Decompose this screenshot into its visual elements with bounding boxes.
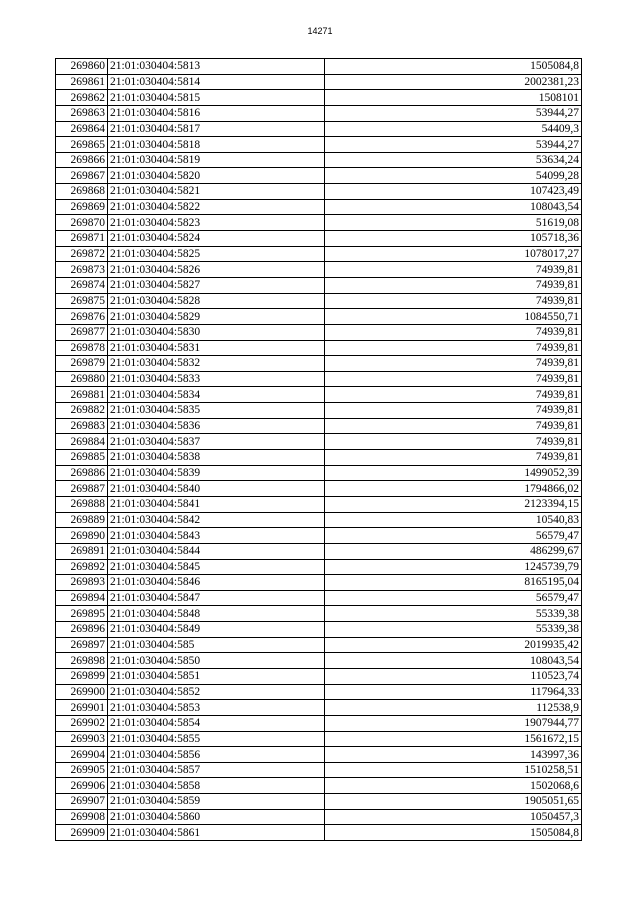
table-row [56,356,582,372]
value-cell: 1905051,65 [325,794,582,810]
row-number-cell: 269896 [56,622,108,638]
row-number-cell: 269903 [56,731,108,747]
cadastral-number-cell: 21:01:030404:5860 [108,809,325,825]
value-cell: 107423,49 [325,184,582,200]
table-row [56,231,582,247]
row-number-cell: 269860 [56,59,108,75]
table-row [56,277,582,293]
table-row [56,262,582,278]
cadastral-number-cell: 21:01:030404:5826 [108,262,325,278]
row-number-cell: 269894 [56,590,108,606]
row-number-cell: 269885 [56,450,108,466]
value-cell: 143997,36 [325,747,582,763]
value-cell: 74939,81 [325,340,582,356]
cadastral-number-cell: 21:01:030404:5834 [108,387,325,403]
row-number-cell: 269895 [56,606,108,622]
cadastral-number-cell: 21:01:030404:5856 [108,747,325,763]
table-row [56,450,582,466]
table-row [56,622,582,638]
row-number-cell: 269861 [56,74,108,90]
row-number-cell: 269888 [56,496,108,512]
value-cell: 74939,81 [325,403,582,419]
row-number-cell: 269909 [56,825,108,841]
cadastral-number-cell: 21:01:030404:5837 [108,434,325,450]
cadastral-number-cell: 21:01:030404:5825 [108,246,325,262]
table-row [56,199,582,215]
value-cell: 74939,81 [325,418,582,434]
row-number-cell: 269863 [56,105,108,121]
value-cell: 108043,54 [325,199,582,215]
table-row [56,403,582,419]
cadastral-number-cell: 21:01:030404:5814 [108,74,325,90]
value-cell: 74939,81 [325,293,582,309]
table-row [56,496,582,512]
value-cell: 56579,47 [325,528,582,544]
value-cell: 74939,81 [325,434,582,450]
value-cell: 53634,24 [325,152,582,168]
table-row [56,606,582,622]
table-row [56,90,582,106]
value-cell: 74939,81 [325,262,582,278]
value-cell: 117964,33 [325,684,582,700]
row-number-cell: 269880 [56,371,108,387]
row-number-cell: 269906 [56,778,108,794]
row-number-cell: 269886 [56,465,108,481]
row-number-cell: 269868 [56,184,108,200]
value-cell: 1907944,77 [325,715,582,731]
value-cell: 1050457,3 [325,809,582,825]
cadastral-number-cell: 21:01:030404:5816 [108,105,325,121]
cadastral-number-cell: 21:01:030404:5819 [108,152,325,168]
row-number-cell: 269881 [56,387,108,403]
table-row [56,168,582,184]
value-cell: 74939,81 [325,324,582,340]
value-cell: 105718,36 [325,231,582,247]
cadastral-number-cell: 21:01:030404:5832 [108,356,325,372]
table-row [56,324,582,340]
row-number-cell: 269884 [56,434,108,450]
value-cell: 10540,83 [325,512,582,528]
cadastral-number-cell: 21:01:030404:5855 [108,731,325,747]
table-row [56,105,582,121]
value-cell: 1508101 [325,90,582,106]
row-number-cell: 269872 [56,246,108,262]
cadastral-number-cell: 21:01:030404:5831 [108,340,325,356]
value-cell: 112538,9 [325,700,582,716]
row-number-cell: 269862 [56,90,108,106]
cadastral-number-cell: 21:01:030404:5835 [108,403,325,419]
row-number-cell: 269883 [56,418,108,434]
row-number-cell: 269900 [56,684,108,700]
row-number-cell: 269869 [56,199,108,215]
cadastral-number-cell: 21:01:030404:5851 [108,668,325,684]
value-cell: 56579,47 [325,590,582,606]
value-cell: 108043,54 [325,653,582,669]
value-cell: 55339,38 [325,606,582,622]
value-cell: 74939,81 [325,387,582,403]
table-row [56,700,582,716]
table-row [56,809,582,825]
row-number-cell: 269907 [56,794,108,810]
row-number-cell: 269876 [56,309,108,325]
row-number-cell: 269889 [56,512,108,528]
row-number-cell: 269877 [56,324,108,340]
cadastral-number-cell: 21:01:030404:5858 [108,778,325,794]
cadastral-number-cell: 21:01:030404:5833 [108,371,325,387]
cadastral-number-cell: 21:01:030404:5818 [108,137,325,153]
table-row [56,74,582,90]
table-row [56,137,582,153]
value-cell: 2123394,15 [325,496,582,512]
row-number-cell: 269882 [56,403,108,419]
table-row [56,293,582,309]
value-cell: 54409,3 [325,121,582,137]
table-row [56,543,582,559]
cadastral-number-cell: 21:01:030404:5821 [108,184,325,200]
row-number-cell: 269897 [56,637,108,653]
cadastral-number-cell: 21:01:030404:5844 [108,543,325,559]
cadastral-number-cell: 21:01:030404:5847 [108,590,325,606]
cadastral-number-cell: 21:01:030404:5813 [108,59,325,75]
cadastral-number-cell: 21:01:030404:5838 [108,450,325,466]
row-number-cell: 269890 [56,528,108,544]
table-row [56,715,582,731]
value-cell: 53944,27 [325,105,582,121]
value-cell: 1505084,8 [325,59,582,75]
value-cell: 1505084,8 [325,825,582,841]
row-number-cell: 269870 [56,215,108,231]
table-row [56,371,582,387]
cadastral-number-cell: 21:01:030404:5822 [108,199,325,215]
table-row [56,778,582,794]
cadastral-number-cell: 21:01:030404:5849 [108,622,325,638]
value-cell: 1078017,27 [325,246,582,262]
value-cell: 54099,28 [325,168,582,184]
value-cell: 1084550,71 [325,309,582,325]
cadastral-number-cell: 21:01:030404:5827 [108,277,325,293]
value-cell: 8165195,04 [325,575,582,591]
row-number-cell: 269878 [56,340,108,356]
value-cell: 1561672,15 [325,731,582,747]
row-number-cell: 269893 [56,575,108,591]
cadastral-number-cell: 21:01:030404:5824 [108,231,325,247]
table-row [56,434,582,450]
cadastral-number-cell: 21:01:030404:5852 [108,684,325,700]
row-number-cell: 269879 [56,356,108,372]
value-cell: 1794866,02 [325,481,582,497]
table-row [56,575,582,591]
cadastral-number-cell: 21:01:030404:5828 [108,293,325,309]
row-number-cell: 269891 [56,543,108,559]
table-row [56,668,582,684]
table-row [56,246,582,262]
cadastral-number-cell: 21:01:030404:5857 [108,762,325,778]
cadastral-number-cell: 21:01:030404:5861 [108,825,325,841]
value-cell: 74939,81 [325,371,582,387]
value-cell: 55339,38 [325,622,582,638]
cadastral-number-cell: 21:01:030404:5840 [108,481,325,497]
cadastral-number-cell: 21:01:030404:5846 [108,575,325,591]
table-row [56,637,582,653]
table-row [56,653,582,669]
table-row [56,340,582,356]
value-cell: 74939,81 [325,277,582,293]
table-row [56,512,582,528]
table-row [56,590,582,606]
row-number-cell: 269875 [56,293,108,309]
table-row [56,465,582,481]
table-row [56,387,582,403]
cadastral-number-cell: 21:01:030404:5850 [108,653,325,669]
table-row [56,481,582,497]
table-body [56,59,582,841]
row-number-cell: 269905 [56,762,108,778]
row-number-cell: 269866 [56,152,108,168]
cadastral-number-cell: 21:01:030404:5815 [108,90,325,106]
row-number-cell: 269892 [56,559,108,575]
cadastral-number-cell: 21:01:030404:5817 [108,121,325,137]
table-row [56,528,582,544]
cadastral-number-cell: 21:01:030404:5839 [108,465,325,481]
row-number-cell: 269902 [56,715,108,731]
value-cell: 74939,81 [325,356,582,372]
cadastral-number-cell: 21:01:030404:5820 [108,168,325,184]
cadastral-number-cell: 21:01:030404:5848 [108,606,325,622]
cadastral-number-cell: 21:01:030404:5854 [108,715,325,731]
row-number-cell: 269908 [56,809,108,825]
row-number-cell: 269871 [56,231,108,247]
cadastral-number-cell: 21:01:030404:5829 [108,309,325,325]
cadastral-number-cell: 21:01:030404:5853 [108,700,325,716]
table-row [56,184,582,200]
table-row [56,418,582,434]
cadastral-number-cell: 21:01:030404:5823 [108,215,325,231]
table-row [56,152,582,168]
cadastral-number-cell: 21:01:030404:5845 [108,559,325,575]
value-cell: 110523,74 [325,668,582,684]
value-cell: 1499052,39 [325,465,582,481]
value-cell: 1502068,6 [325,778,582,794]
value-cell: 2019935,42 [325,637,582,653]
value-cell: 74939,81 [325,450,582,466]
row-number-cell: 269873 [56,262,108,278]
value-cell: 1510258,51 [325,762,582,778]
table-row [56,731,582,747]
cadastral-number-cell: 21:01:030404:585 [108,637,325,653]
cadastral-number-cell: 21:01:030404:5836 [108,418,325,434]
table-row [56,59,582,75]
page-number: 14271 [307,26,333,36]
row-number-cell: 269864 [56,121,108,137]
row-number-cell: 269874 [56,277,108,293]
row-number-cell: 269901 [56,700,108,716]
table-row [56,762,582,778]
cadastral-number-cell: 21:01:030404:5859 [108,794,325,810]
row-number-cell: 269865 [56,137,108,153]
row-number-cell: 269899 [56,668,108,684]
row-number-cell: 269887 [56,481,108,497]
table-row [56,121,582,137]
table-row [56,747,582,763]
value-cell: 1245739,79 [325,559,582,575]
row-number-cell: 269904 [56,747,108,763]
value-cell: 53944,27 [325,137,582,153]
table-row [56,559,582,575]
row-number-cell: 269867 [56,168,108,184]
cadastral-number-cell: 21:01:030404:5843 [108,528,325,544]
value-cell: 51619,08 [325,215,582,231]
cadastral-number-cell: 21:01:030404:5841 [108,496,325,512]
cadastral-number-cell: 21:01:030404:5830 [108,324,325,340]
value-cell: 486299,67 [325,543,582,559]
cadastral-number-cell: 21:01:030404:5842 [108,512,325,528]
row-number-cell: 269898 [56,653,108,669]
cadastral-value-table [55,58,582,841]
table-row [56,684,582,700]
table-row [56,794,582,810]
table-row [56,309,582,325]
table-row [56,215,582,231]
value-cell: 2002381,23 [325,74,582,90]
table-row [56,825,582,841]
